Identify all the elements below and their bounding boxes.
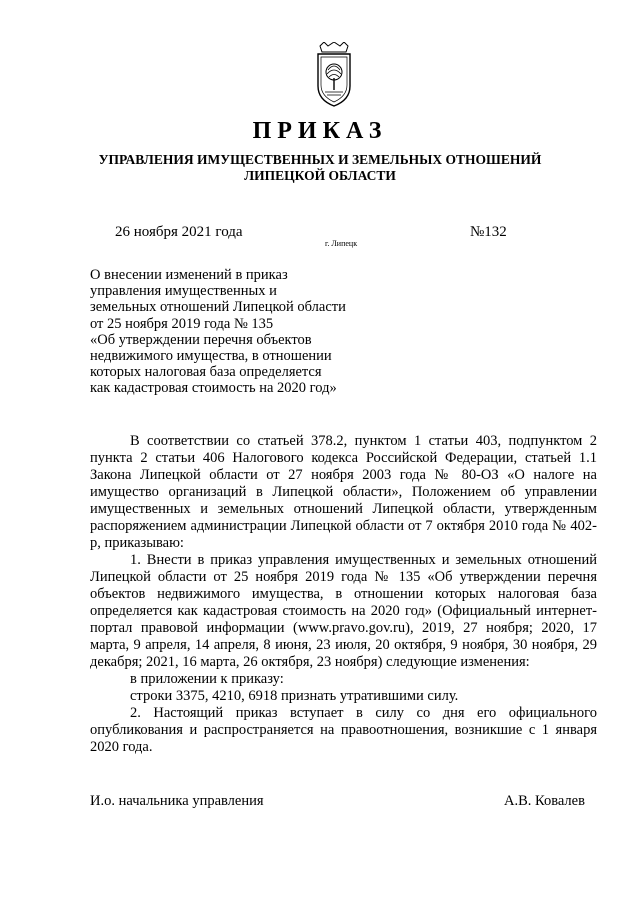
document-title: ПРИКАЗ xyxy=(252,118,388,144)
coat-of-arms-emblem xyxy=(314,42,354,108)
signatory-position: И.о. начальника управления xyxy=(90,793,264,809)
order-number: №132 xyxy=(470,224,507,240)
clause-2-paragraph: 2. Настоящий приказ вступает в силу со дня его официального опубликования и распространяется на правоотношения, возникшие с 1 января 2020 года. xyxy=(90,705,597,755)
heading-line: недвижимого имущества, в отношении xyxy=(90,348,332,365)
order-date: 26 ноября 2021 года xyxy=(115,224,243,240)
heading-line: О внесении изменений в приказ xyxy=(90,267,288,283)
issuing-authority-line-1: УПРАВЛЕНИЯ ИМУЩЕСТВЕННЫХ И ЗЕМЕЛЬНЫХ ОТНОШЕНИЙ xyxy=(98,152,542,167)
order-body xyxy=(90,433,597,756)
heading-line: как кадастровая стоимость на 2020 год» xyxy=(90,380,337,397)
preamble-paragraph: В соответствии со статьей 378.2, пунктом 1 статьи 403, подпунктом 2 пункта 2 статьи 406 Налогового кодекса Российской Федерации, статьей 1.1 Закона Липецкой области от 27 ноября 2003 года № 80-ОЗ «О налоге на имущество организаций в Липецкой области», Положением об управлении имущественных и земельных отношений Липецкой области, утвержденным распоряжением администрации Липецкой области от 7 октября 2010 года № 402-р, приказываю: xyxy=(90,433,597,551)
heading-line: «Об утверждении перечня объектов xyxy=(90,331,312,348)
clause-1-paragraph: 1. Внести в приказ управления имущественных и земельных отношений Липецкой области от 25 ноября 2019 года № 135 «Об утверждении перечня объектов недвижимого имущества, в отношении которых налоговая база определяется как кадастровая стоимость на 2020 год» (Официальный интернет-портал правовой информации (www.pravo.gov.ru), 2019, 27 ноября; 2020, 17 марта, 9 апреля, 14 апреля, 8 июня, 23 июля, 20 октября, 9 ноября, 30 ноября, 29 декабря; 2021, 16 марта, 26 октября, 23 ноября) следующие изменения: xyxy=(90,552,597,670)
signatory-name: А.В. Ковалев xyxy=(504,793,585,809)
order-heading xyxy=(90,267,390,397)
clause-1-subitem: в приложении к приказу: xyxy=(130,671,284,687)
heading-line: от 25 ноября 2019 года № 135 xyxy=(90,315,274,332)
heading-line: управления имущественных и xyxy=(90,283,277,300)
heading-line: которых налоговая база определяется xyxy=(90,364,322,381)
order-city: г. Липецк xyxy=(325,239,358,248)
clause-1-subitem: строки 3375, 4210, 6918 признать утратившими силу. xyxy=(130,688,459,704)
issuing-authority-line-2: ЛИПЕЦКОЙ ОБЛАСТИ xyxy=(244,168,396,183)
heading-line: земельных отношений Липецкой области xyxy=(90,299,346,316)
issuing-authority xyxy=(60,152,580,184)
